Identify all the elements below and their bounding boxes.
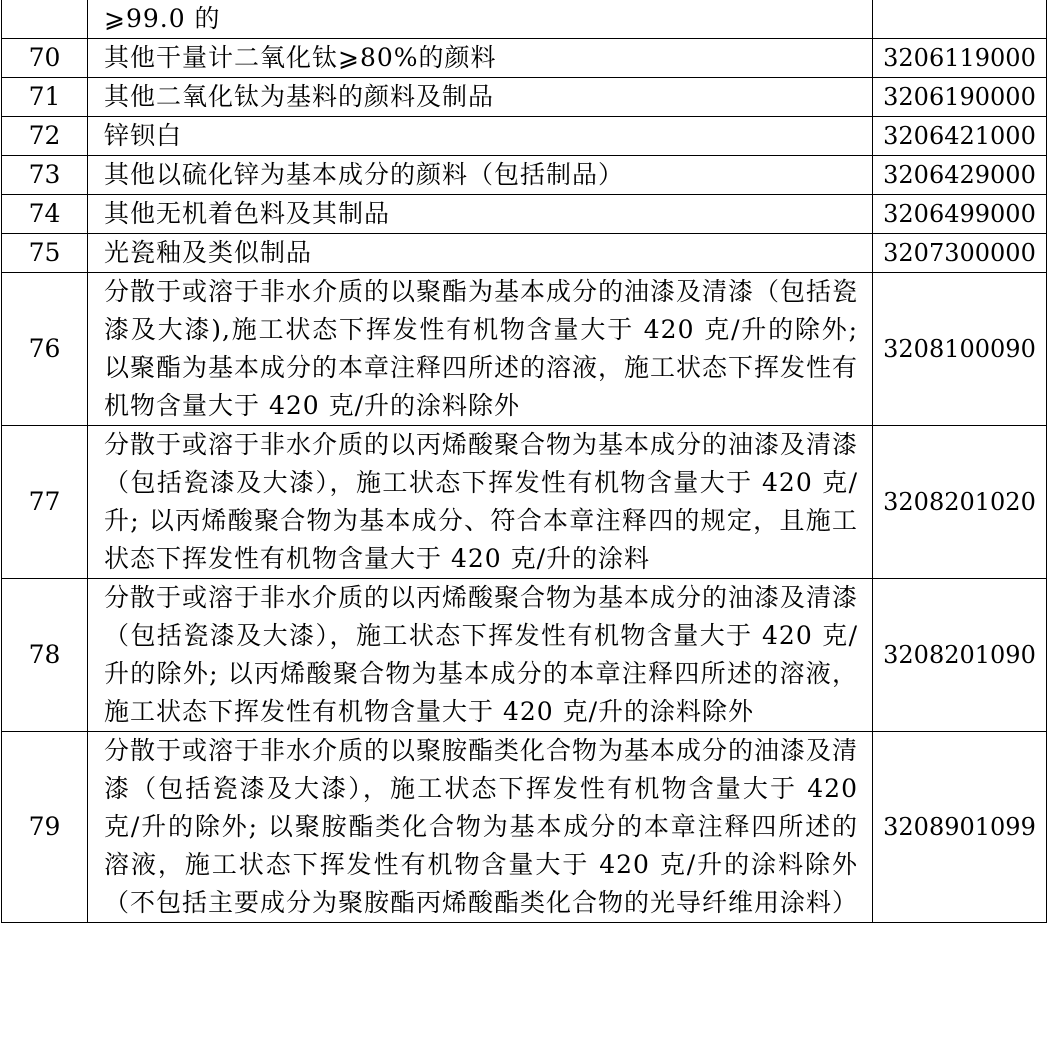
row-number: 71 (2, 78, 88, 117)
table-row (2, 732, 1047, 923)
row-name: 光瓷釉及类似制品 (88, 234, 873, 273)
row-code: 3208100090 (873, 273, 1047, 426)
row-number: 74 (2, 195, 88, 234)
table-row (2, 273, 1047, 426)
row-number: 73 (2, 156, 88, 195)
row-code (873, 0, 1047, 39)
row-code: 3206421000 (873, 117, 1047, 156)
row-code: 3206499000 (873, 195, 1047, 234)
row-number: 76 (2, 273, 88, 426)
table-row (2, 117, 1047, 156)
table-row (2, 156, 1047, 195)
row-code: 3208201020 (873, 426, 1047, 579)
tariff-table (1, 0, 1047, 923)
row-name: 其他以硫化锌为基本成分的颜料（包括制品） (88, 156, 873, 195)
row-code: 3206429000 (873, 156, 1047, 195)
row-name: 分散于或溶于非水介质的以丙烯酸聚合物为基本成分的油漆及清漆（包括瓷漆及大漆），施工状态下挥发性有机物含量大于 420 克/升的除外; 以丙烯酸聚合物为基本成分的本章注释四所述的溶液，施工状态下挥发性有机物含量大于 420 克/升的涂料除外 (88, 579, 873, 732)
row-code: 3206119000 (873, 39, 1047, 78)
row-name: 分散于或溶于非水介质的以聚胺酯类化合物为基本成分的油漆及清漆（包括瓷漆及大漆），施工状态下挥发性有机物含量大于 420 克/升的除外; 以聚胺酯类化合物为基本成分的本章注释四所述的溶液，施工状态下挥发性有机物含量大于 420 克/升的涂料除外（不包括主要成分为聚胺酯丙烯酸酯类化合物的光导纤维用涂料） (88, 732, 873, 923)
row-code: 3208901099 (873, 732, 1047, 923)
table-row (2, 579, 1047, 732)
table-row (2, 234, 1047, 273)
row-number: 72 (2, 117, 88, 156)
table-row (2, 426, 1047, 579)
row-number: 78 (2, 579, 88, 732)
row-number: 79 (2, 732, 88, 923)
table-row (2, 39, 1047, 78)
row-name: 分散于或溶于非水介质的以丙烯酸聚合物为基本成分的油漆及清漆（包括瓷漆及大漆），施工状态下挥发性有机物含量大于 420 克/升; 以丙烯酸聚合物为基本成分、符合本章注释四的规定，且施工状态下挥发性有机物含量大于 420 克/升的涂料 (88, 426, 873, 579)
row-number: 70 (2, 39, 88, 78)
row-name: 分散于或溶于非水介质的以聚酯为基本成分的油漆及清漆（包括瓷漆及大漆),施工状态下挥发性有机物含量大于 420 克/升的除外; 以聚酯为基本成分的本章注释四所述的溶液，施工状态下挥发性有机物含量大于 420 克/升的涂料除外 (88, 273, 873, 426)
row-name: 其他二氧化钛为基料的颜料及制品 (88, 78, 873, 117)
row-number: 77 (2, 426, 88, 579)
row-code: 3206190000 (873, 78, 1047, 117)
table-row (2, 78, 1047, 117)
table-row (2, 195, 1047, 234)
row-number: 75 (2, 234, 88, 273)
row-name: 锌钡白 (88, 117, 873, 156)
table-row-continuation (2, 0, 1047, 39)
row-number (2, 0, 88, 39)
row-name: 其他干量计二氧化钛⩾80%的颜料 (88, 39, 873, 78)
row-code: 3208201090 (873, 579, 1047, 732)
row-code: 3207300000 (873, 234, 1047, 273)
row-name: ⩾99.0 的 (88, 0, 873, 39)
row-name: 其他无机着色料及其制品 (88, 195, 873, 234)
